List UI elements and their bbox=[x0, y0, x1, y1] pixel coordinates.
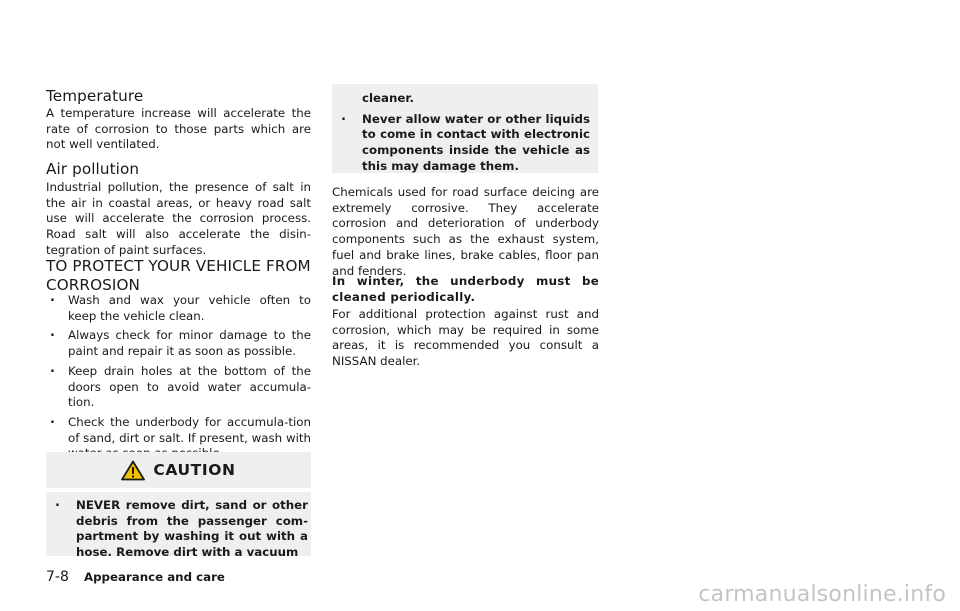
caution-item: . Never allow water or other liquids to come in contact with electronic components inside the vehicle as this may damage them. bbox=[332, 112, 590, 175]
additional-protection-text: For additional protection against rust and corrosion, which may be required in some areas, it is recommended you consult a NISSAN dealer. bbox=[332, 307, 599, 369]
caution-title: CAUTION bbox=[153, 461, 236, 479]
page-footer bbox=[46, 566, 225, 585]
caution-header bbox=[46, 452, 311, 488]
caution-item: . NEVER remove dirt, sand or other debris from the passenger com-partment by washing it out with a hose. Remove dirt with a vacuum bbox=[46, 498, 308, 561]
temperature-text: A temperature increase will accelerate the rate of corrosion to those parts which are not well ventilated. bbox=[46, 106, 311, 152]
protect-heading-line2: CORROSION bbox=[46, 276, 140, 294]
page-number: 7-8 bbox=[46, 569, 69, 585]
protect-bullet-list bbox=[46, 293, 311, 466]
caution-body-left bbox=[46, 492, 311, 560]
protect-heading-line1: TO PROTECT YOUR VEHICLE FROM bbox=[46, 257, 311, 275]
winter-note: In winter, the underbody must be cleaned periodically. bbox=[332, 274, 599, 304]
caution-body-right bbox=[332, 84, 598, 173]
list-item: . Check the underbody for accumula-tion of sand, dirt or salt. If present, wash with bbox=[46, 415, 311, 462]
warning-icon bbox=[121, 460, 145, 481]
air-pollution-text: Industrial pollution, the presence of salt in the air in coastal areas, or heavy road salt use will accelerate the corrosion process. Road salt will also accelerate the disin-tegration of paint surfaces. bbox=[46, 180, 311, 257]
chemicals-text: Chemicals used for road surface deicing are extremely corrosive. They accelerate corrosion and deterioration of underbody components such as the exhaust system, fuel and brake lines, brake cables, floor pan and fenders. bbox=[332, 185, 599, 278]
watermark: carmanualsonline.info bbox=[698, 582, 946, 607]
caution-item-continuation: cleaner. bbox=[362, 91, 415, 105]
temperature-heading: Temperature bbox=[46, 87, 144, 105]
list-item: . Wash and wax your vehicle often to keep the vehicle clean. bbox=[46, 293, 311, 324]
section-title: Appearance and care bbox=[83, 570, 225, 584]
list-item: . Always check for minor damage to the paint and repair it as soon as possible. bbox=[46, 328, 311, 359]
air-pollution-heading: Air pollution bbox=[46, 160, 140, 178]
list-item: . Keep drain holes at the bottom of the doors open to avoid water accumula-tion. bbox=[46, 364, 311, 411]
